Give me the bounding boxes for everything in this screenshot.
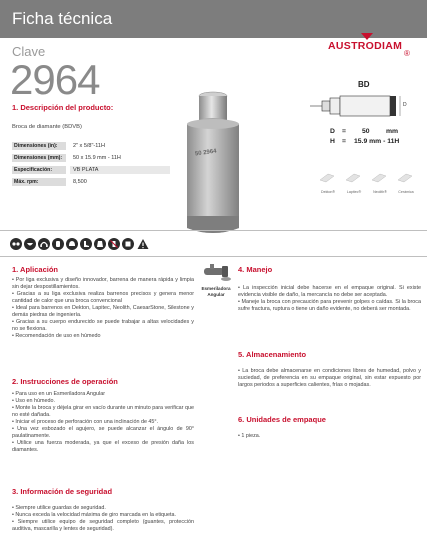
helmet-icon xyxy=(66,238,78,250)
spec-row xyxy=(12,178,172,187)
list-item: • Utilice una fuerza moderada, ya que el exceso de presión daña los diamantes. xyxy=(12,440,194,453)
list-item: • Recomendación de uso en húmedo xyxy=(12,333,101,339)
section-title-manejo: 4. Manejo xyxy=(238,265,273,274)
goggles-icon xyxy=(10,238,22,250)
list-item: • Una vez esbozado el agujero, se puede alcanzar el ángulo de 90° paulatinamente. xyxy=(12,426,194,439)
warning-icon xyxy=(137,238,149,250)
seguridad-text xyxy=(12,505,194,533)
section-title-instrucciones: 2. Instrucciones de operación xyxy=(12,377,118,386)
bit-type-label: BD xyxy=(358,80,370,89)
dim-eq: = xyxy=(342,138,346,145)
logo-registered-mark: ® xyxy=(404,49,410,58)
logo-text: AUSTRODIAM xyxy=(328,40,403,52)
list-item: • Nunca exceda la velocidad máxima de giro marcada en la etiqueta. xyxy=(12,512,176,518)
manual-icon xyxy=(122,238,134,250)
list-item: • Ideal para barrenos en Dekton, Lapitec, Neolith, CaesarStone, Silestone y demás piedras de ingeniería. xyxy=(12,305,194,318)
dim-value: 15.9 mm - 11H xyxy=(354,138,400,145)
material-name: Lapitec® xyxy=(346,190,362,194)
section-title-aplicacion: 1. Aplicación xyxy=(12,265,58,274)
spec-row xyxy=(12,142,172,151)
product-image xyxy=(175,88,250,238)
tool-caption xyxy=(196,286,236,297)
tool-caption-line: Angular xyxy=(207,291,225,297)
dim-eq: = xyxy=(342,128,346,135)
product-section-title: 1. Descripción del producto: xyxy=(12,103,114,112)
angle-grinder-icon xyxy=(200,262,232,286)
empaque-text xyxy=(238,433,421,440)
section-title-almacenamiento: 5. Almacenamiento xyxy=(238,350,307,359)
no-cellphone-icon xyxy=(108,238,120,250)
dim-key: D xyxy=(330,128,335,135)
material-item xyxy=(370,170,390,194)
list-item: • Gracias a su liga exclusiva realiza barrenos precisos y genera menor cantidad de calor que una broca convencional xyxy=(12,291,194,304)
spec-label: Máx. rpm: xyxy=(12,178,66,186)
drill-bit-illustration xyxy=(175,88,250,238)
section-title-empaque: 6. Unidades de empaque xyxy=(238,415,326,424)
material-name: Cerámica xyxy=(398,190,414,194)
neolith-icon xyxy=(370,170,388,184)
material-item xyxy=(396,170,416,194)
material-name: Dekton® xyxy=(320,190,336,194)
list-item: • Por liga exclusiva y diseño innovador, barrena de manera rápida y limpia sin dejar despostillamientos. xyxy=(12,277,194,290)
bit-engraving: 50 2964 xyxy=(194,148,218,158)
lapitec-icon xyxy=(344,170,362,184)
clave-number: 2964 xyxy=(10,56,100,103)
gloves-icon xyxy=(52,238,64,250)
spec-label: Dimensiones (mm): xyxy=(12,154,66,162)
list-item: • Uso en húmedo. xyxy=(12,398,55,404)
material-item xyxy=(344,170,364,194)
list-item: • Siempre utilice guardas de seguridad. xyxy=(12,505,106,511)
spec-label: Dimensiones (in): xyxy=(12,142,66,150)
list-item: • Para uso en un Esmeriladora Angular xyxy=(12,391,105,397)
ear-protection-icon xyxy=(38,238,50,250)
almacenamiento-text xyxy=(238,368,421,389)
dim-value: 50 xyxy=(362,128,370,135)
dim-row xyxy=(330,138,425,147)
logo-diamond-icon xyxy=(361,33,373,40)
spec-label: Especificación: xyxy=(12,166,66,174)
list-item: • 1 pieza. xyxy=(238,433,261,439)
tool-caption-line: Esmeriladora xyxy=(201,286,231,291)
material-name: Neolith® xyxy=(373,190,387,194)
schematic-dim-letter: D xyxy=(403,102,407,108)
dim-row xyxy=(330,128,425,137)
spec-value: 50 x 15.9 mm - 11H xyxy=(73,155,121,161)
spec-value: VB PLATA xyxy=(70,166,170,174)
bit-schematic xyxy=(308,92,408,120)
materials-row xyxy=(318,170,423,198)
spec-row xyxy=(12,166,172,175)
list-item: • Gracias a su cuerpo endurecido se puede trabajar a altas velocidades y no se flexiona. xyxy=(12,319,194,332)
dim-unit: mm xyxy=(386,128,399,135)
list-item: • Siempre utilice equipo de seguridad completo (guantes, protección auditiva, mascarilla y lentes de seguridad). xyxy=(12,519,194,532)
list-item: • La inspección inicial debe hacerse en el empaque original. Si existe evidencia visible de daño, la mercancía no debe ser aceptada. xyxy=(238,285,421,298)
instrucciones-text xyxy=(12,391,194,454)
ceramic-icon xyxy=(396,170,414,184)
spec-value: 8,500 xyxy=(73,179,87,185)
clave-label: Clave xyxy=(12,44,46,59)
section-title-seguridad: 3. Información de seguridad xyxy=(12,487,113,496)
dekton-icon xyxy=(318,170,336,184)
apron-icon xyxy=(94,238,106,250)
spec-value: 2" x 5/8"-11H xyxy=(73,143,105,149)
boots-icon xyxy=(80,238,92,250)
list-item: • La broca debe almacenarse en condiciones libres de humedad, polvo y suciedad, de preferencia en su empaque original, sin estar expuesto por largos periodos a superficies calientes, frías o mojadas. xyxy=(238,368,421,388)
divider xyxy=(0,256,427,257)
manejo-text xyxy=(238,285,421,313)
aplicacion-text xyxy=(12,277,194,340)
divider xyxy=(0,230,427,231)
list-item: • Maneje la broca con precaución para prevenir golpes o caídas. Si la broca sufre fractura, ruptura o tiene un daño evidente, no deberá ser montada. xyxy=(238,299,421,312)
product-description: Broca de diamante (BDVB) xyxy=(12,124,82,130)
list-item: • Iniciar el proceso de perforación con una inclinación de 45°. xyxy=(12,419,159,425)
page-title: Ficha técnica xyxy=(12,9,113,28)
spec-row xyxy=(12,154,172,163)
material-item xyxy=(318,170,338,194)
schematic-drawing xyxy=(308,92,408,120)
brand-logo xyxy=(328,33,418,58)
dim-key: H xyxy=(330,138,335,145)
list-item: • Monte la broca y déjela girar en vacío durante un minuto para verificar que no esté dañada. xyxy=(12,405,194,418)
mask-icon xyxy=(24,238,36,250)
